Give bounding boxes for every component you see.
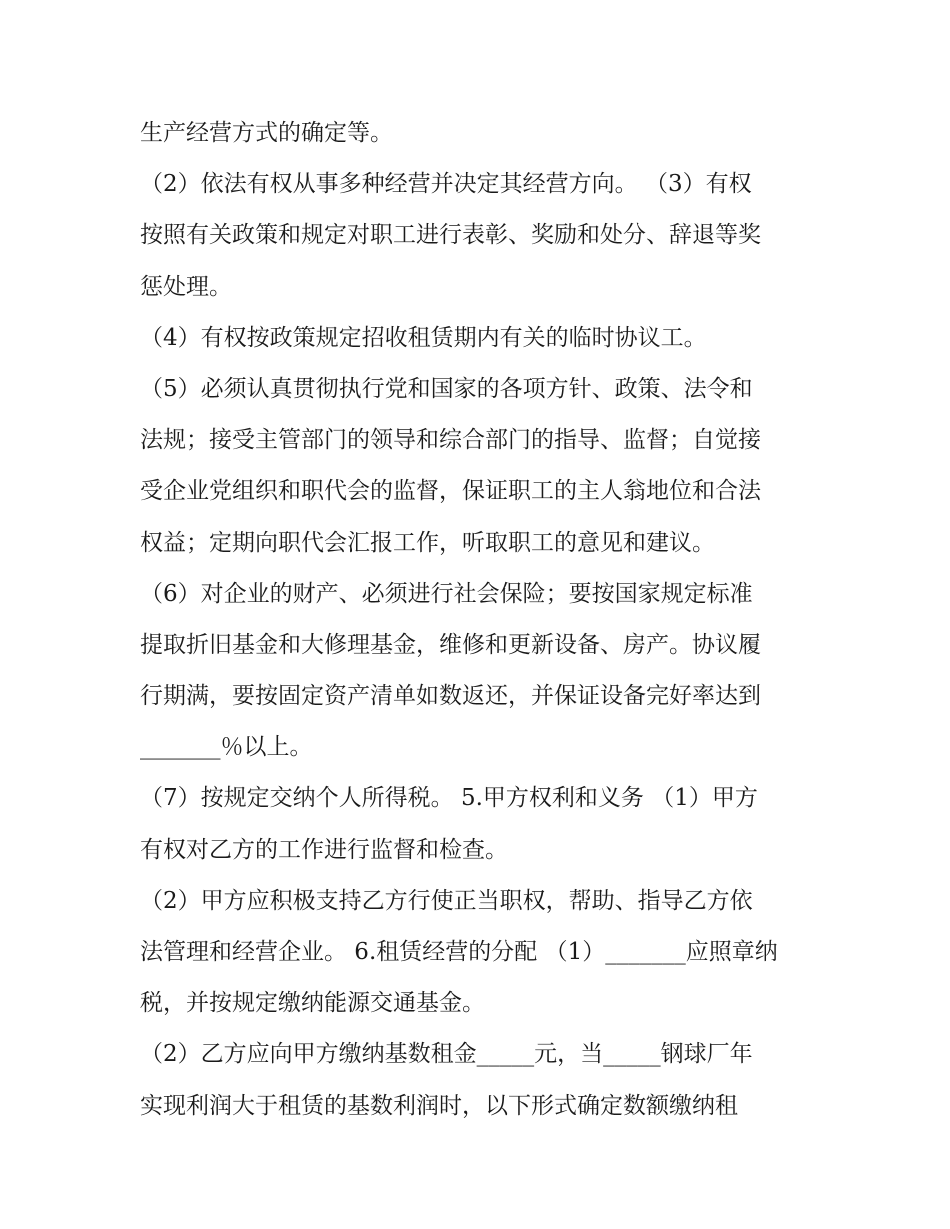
text-line: 实现利润大于租赁的基数利润时，以下形式确定数额缴纳租 xyxy=(140,1092,738,1119)
text-line: 受企业党组织和职代会的监督，保证职工的主人翁地位和合法 xyxy=(140,478,761,505)
text-line: （2）乙方应向甲方缴纳基数租金_____元，当_____钢球厂年 xyxy=(140,1041,753,1068)
text-line: （2）依法有权从事多种经营并决定其经营方向。 （3）有权 xyxy=(140,171,752,198)
text-line: （7）按规定交纳个人所得税。 5.甲方权利和义务 （1）甲方 xyxy=(140,785,758,812)
text-line: 生产经营方式的确定等。 xyxy=(140,120,393,146)
text-line: _______％以上。 xyxy=(140,734,313,761)
text-line: 权益；定期向职代会汇报工作，听取职工的意见和建议。 xyxy=(140,529,715,556)
document-body xyxy=(140,108,820,1132)
text-line: 有权对乙方的工作进行监督和检查。 xyxy=(140,836,508,863)
text-line: 提取折旧基金和大修理基金，维修和更新设备、房产。协议履 xyxy=(140,631,761,658)
text-line: 惩处理。 xyxy=(140,273,232,300)
text-line: （5）必须认真贯彻执行党和国家的各项方针、政策、法令和 xyxy=(140,375,753,402)
text-line: 法管理和经营企业。 6.租赁经营的分配 （1）_______应照章纳 xyxy=(140,939,778,965)
text-line: （2）甲方应积极支持乙方行使正当职权，帮助、指导乙方依 xyxy=(140,887,753,914)
text-line: 税，并按规定缴纳能源交通基金。 xyxy=(140,990,485,1017)
text-line: （6）对企业的财产、必须进行社会保险；要按国家规定标准 xyxy=(140,580,753,607)
text-line: 按照有关政策和规定对职工进行表彰、奖励和处分、辞退等奖 xyxy=(140,222,761,249)
text-line: （4）有权按政策规定招收租赁期内有关的临时协议工。 xyxy=(140,324,707,351)
text-line: 行期满，要按固定资产清单如数返还，并保证设备完好率达到 xyxy=(140,683,761,710)
text-line: 法规；接受主管部门的领导和综合部门的指导、监督；自觉接 xyxy=(140,427,761,454)
